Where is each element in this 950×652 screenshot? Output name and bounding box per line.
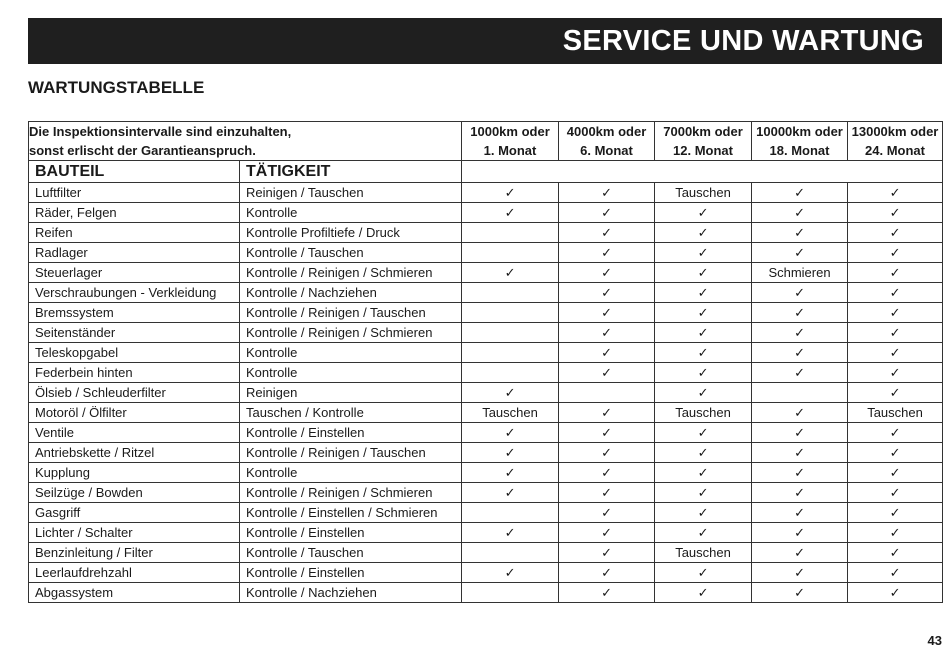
checkmark-icon: ✓ bbox=[848, 323, 943, 343]
checkmark-icon: ✓ bbox=[848, 463, 943, 483]
checkmark-icon: ✓ bbox=[848, 543, 943, 563]
table-row bbox=[29, 523, 943, 543]
checkmark-icon: ✓ bbox=[655, 343, 752, 363]
part-cell: Federbein hinten bbox=[29, 363, 240, 383]
table-row bbox=[29, 483, 943, 503]
checkmark-icon: ✓ bbox=[848, 443, 943, 463]
interval-action-cell: Schmieren bbox=[752, 263, 848, 283]
checkmark-icon: ✓ bbox=[848, 283, 943, 303]
checkmark-icon: ✓ bbox=[655, 443, 752, 463]
checkmark-icon: ✓ bbox=[655, 463, 752, 483]
checkmark-icon: ✓ bbox=[655, 323, 752, 343]
checkmark-icon: ✓ bbox=[462, 463, 559, 483]
checkmark-icon: ✓ bbox=[848, 523, 943, 543]
table-row bbox=[29, 423, 943, 443]
checkmark-icon: ✓ bbox=[848, 363, 943, 383]
column-header-blank bbox=[462, 161, 943, 183]
checkmark-icon: ✓ bbox=[559, 343, 655, 363]
interval-action-cell: Tauschen bbox=[462, 403, 559, 423]
checkmark-icon: ✓ bbox=[752, 423, 848, 443]
table-row bbox=[29, 263, 943, 283]
empty-cell bbox=[559, 383, 655, 403]
part-cell: Ventile bbox=[29, 423, 240, 443]
checkmark-icon: ✓ bbox=[655, 203, 752, 223]
part-cell: Motoröl / Ölfilter bbox=[29, 403, 240, 423]
checkmark-icon: ✓ bbox=[462, 483, 559, 503]
checkmark-icon: ✓ bbox=[559, 303, 655, 323]
interval-header: 7000km oder 12. Monat bbox=[655, 122, 752, 161]
activity-cell: Tauschen / Kontrolle bbox=[240, 403, 462, 423]
empty-cell bbox=[462, 503, 559, 523]
table-row bbox=[29, 363, 943, 383]
part-cell: Bremssystem bbox=[29, 303, 240, 323]
checkmark-icon: ✓ bbox=[848, 563, 943, 583]
checkmark-icon: ✓ bbox=[848, 303, 943, 323]
checkmark-icon: ✓ bbox=[848, 343, 943, 363]
empty-cell bbox=[752, 383, 848, 403]
checkmark-icon: ✓ bbox=[559, 283, 655, 303]
checkmark-icon: ✓ bbox=[752, 503, 848, 523]
activity-cell: Kontrolle / Reinigen / Schmieren bbox=[240, 263, 462, 283]
inspection-note-line1: Die Inspektionsintervalle sind einzuhalten, bbox=[29, 124, 292, 139]
table-row bbox=[29, 203, 943, 223]
checkmark-icon: ✓ bbox=[752, 543, 848, 563]
empty-cell bbox=[462, 323, 559, 343]
checkmark-icon: ✓ bbox=[655, 563, 752, 583]
table-row bbox=[29, 563, 943, 583]
activity-cell: Kontrolle / Tauschen bbox=[240, 243, 462, 263]
empty-cell bbox=[462, 243, 559, 263]
checkmark-icon: ✓ bbox=[462, 263, 559, 283]
empty-cell bbox=[462, 303, 559, 323]
activity-cell: Kontrolle / Nachziehen bbox=[240, 283, 462, 303]
activity-cell: Kontrolle Profiltiefe / Druck bbox=[240, 223, 462, 243]
checkmark-icon: ✓ bbox=[559, 223, 655, 243]
part-cell: Gasgriff bbox=[29, 503, 240, 523]
checkmark-icon: ✓ bbox=[752, 443, 848, 463]
page-number: 43 bbox=[927, 633, 942, 648]
part-cell: Leerlaufdrehzahl bbox=[29, 563, 240, 583]
checkmark-icon: ✓ bbox=[752, 563, 848, 583]
table-row bbox=[29, 403, 943, 423]
part-cell: Benzinleitung / Filter bbox=[29, 543, 240, 563]
checkmark-icon: ✓ bbox=[752, 363, 848, 383]
checkmark-icon: ✓ bbox=[559, 563, 655, 583]
activity-cell: Reinigen bbox=[240, 383, 462, 403]
activity-cell: Kontrolle / Reinigen / Schmieren bbox=[240, 483, 462, 503]
interval-header: 10000km oder 18. Monat bbox=[752, 122, 848, 161]
maintenance-table bbox=[28, 121, 943, 603]
checkmark-icon: ✓ bbox=[848, 383, 943, 403]
part-cell: Ölsieb / Schleuderfilter bbox=[29, 383, 240, 403]
checkmark-icon: ✓ bbox=[655, 383, 752, 403]
table-row bbox=[29, 583, 943, 603]
activity-cell: Kontrolle / Einstellen bbox=[240, 563, 462, 583]
part-cell: Verschraubungen - Verkleidung bbox=[29, 283, 240, 303]
table-row bbox=[29, 223, 943, 243]
checkmark-icon: ✓ bbox=[655, 503, 752, 523]
interval-action-cell: Tauschen bbox=[848, 403, 943, 423]
checkmark-icon: ✓ bbox=[752, 483, 848, 503]
checkmark-icon: ✓ bbox=[462, 383, 559, 403]
table-row bbox=[29, 303, 943, 323]
checkmark-icon: ✓ bbox=[655, 363, 752, 383]
checkmark-icon: ✓ bbox=[559, 523, 655, 543]
part-cell: Abgassystem bbox=[29, 583, 240, 603]
checkmark-icon: ✓ bbox=[752, 323, 848, 343]
checkmark-icon: ✓ bbox=[559, 463, 655, 483]
checkmark-icon: ✓ bbox=[655, 303, 752, 323]
checkmark-icon: ✓ bbox=[752, 583, 848, 603]
checkmark-icon: ✓ bbox=[752, 243, 848, 263]
activity-cell: Kontrolle / Reinigen / Schmieren bbox=[240, 323, 462, 343]
table-row bbox=[29, 443, 943, 463]
checkmark-icon: ✓ bbox=[559, 183, 655, 203]
empty-cell bbox=[462, 283, 559, 303]
checkmark-icon: ✓ bbox=[655, 583, 752, 603]
checkmark-icon: ✓ bbox=[462, 443, 559, 463]
checkmark-icon: ✓ bbox=[848, 503, 943, 523]
checkmark-icon: ✓ bbox=[559, 203, 655, 223]
empty-cell bbox=[462, 363, 559, 383]
checkmark-icon: ✓ bbox=[752, 223, 848, 243]
part-cell: Reifen bbox=[29, 223, 240, 243]
checkmark-icon: ✓ bbox=[848, 483, 943, 503]
table-row bbox=[29, 283, 943, 303]
table-row bbox=[29, 543, 943, 563]
interval-header-row bbox=[29, 122, 943, 161]
checkmark-icon: ✓ bbox=[848, 203, 943, 223]
part-cell: Antriebskette / Ritzel bbox=[29, 443, 240, 463]
activity-cell: Kontrolle / Einstellen / Schmieren bbox=[240, 503, 462, 523]
empty-cell bbox=[462, 543, 559, 563]
interval-action-cell: Tauschen bbox=[655, 403, 752, 423]
checkmark-icon: ✓ bbox=[848, 583, 943, 603]
checkmark-icon: ✓ bbox=[559, 263, 655, 283]
activity-cell: Kontrolle bbox=[240, 343, 462, 363]
part-cell: Lichter / Schalter bbox=[29, 523, 240, 543]
part-cell: Teleskopgabel bbox=[29, 343, 240, 363]
activity-cell: Kontrolle / Einstellen bbox=[240, 423, 462, 443]
part-cell: Räder, Felgen bbox=[29, 203, 240, 223]
activity-cell: Kontrolle / Nachziehen bbox=[240, 583, 462, 603]
part-cell: Seitenständer bbox=[29, 323, 240, 343]
checkmark-icon: ✓ bbox=[655, 263, 752, 283]
table-body bbox=[29, 183, 943, 603]
checkmark-icon: ✓ bbox=[559, 483, 655, 503]
checkmark-icon: ✓ bbox=[559, 243, 655, 263]
checkmark-icon: ✓ bbox=[752, 283, 848, 303]
interval-header: 1000km oder 1. Monat bbox=[462, 122, 559, 161]
checkmark-icon: ✓ bbox=[559, 543, 655, 563]
checkmark-icon: ✓ bbox=[848, 263, 943, 283]
table-row bbox=[29, 323, 943, 343]
checkmark-icon: ✓ bbox=[752, 203, 848, 223]
activity-cell: Kontrolle / Reinigen / Tauschen bbox=[240, 303, 462, 323]
table-row bbox=[29, 243, 943, 263]
checkmark-icon: ✓ bbox=[752, 343, 848, 363]
part-cell: Seilzüge / Bowden bbox=[29, 483, 240, 503]
page-title: SERVICE UND WARTUNG bbox=[562, 24, 924, 57]
interval-action-cell: Tauschen bbox=[655, 543, 752, 563]
part-cell: Steuerlager bbox=[29, 263, 240, 283]
empty-cell bbox=[462, 223, 559, 243]
table-row bbox=[29, 383, 943, 403]
empty-cell bbox=[462, 583, 559, 603]
activity-cell: Kontrolle bbox=[240, 203, 462, 223]
part-cell: Kupplung bbox=[29, 463, 240, 483]
activity-cell: Kontrolle / Einstellen bbox=[240, 523, 462, 543]
header-bar bbox=[28, 18, 942, 64]
part-cell: Radlager bbox=[29, 243, 240, 263]
activity-cell: Kontrolle / Reinigen / Tauschen bbox=[240, 443, 462, 463]
activity-cell: Kontrolle / Tauschen bbox=[240, 543, 462, 563]
checkmark-icon: ✓ bbox=[462, 183, 559, 203]
part-cell: Luftfilter bbox=[29, 183, 240, 203]
checkmark-icon: ✓ bbox=[848, 243, 943, 263]
inspection-note bbox=[29, 122, 462, 161]
table-row bbox=[29, 343, 943, 363]
checkmark-icon: ✓ bbox=[462, 423, 559, 443]
column-header-activity: TÄTIGKEIT bbox=[240, 161, 462, 183]
activity-cell: Reinigen / Tauschen bbox=[240, 183, 462, 203]
checkmark-icon: ✓ bbox=[655, 423, 752, 443]
inspection-note-line2: sonst erlischt der Garantieanspruch. bbox=[29, 143, 256, 158]
section-title: WARTUNGSTABELLE bbox=[28, 78, 205, 97]
checkmark-icon: ✓ bbox=[559, 503, 655, 523]
checkmark-icon: ✓ bbox=[848, 183, 943, 203]
checkmark-icon: ✓ bbox=[559, 363, 655, 383]
checkmark-icon: ✓ bbox=[752, 403, 848, 423]
checkmark-icon: ✓ bbox=[559, 323, 655, 343]
checkmark-icon: ✓ bbox=[462, 203, 559, 223]
activity-cell: Kontrolle bbox=[240, 363, 462, 383]
interval-header: 13000km oder 24. Monat bbox=[848, 122, 943, 161]
checkmark-icon: ✓ bbox=[559, 443, 655, 463]
checkmark-icon: ✓ bbox=[848, 423, 943, 443]
checkmark-icon: ✓ bbox=[752, 463, 848, 483]
checkmark-icon: ✓ bbox=[655, 243, 752, 263]
checkmark-icon: ✓ bbox=[848, 223, 943, 243]
interval-action-cell: Tauschen bbox=[655, 183, 752, 203]
checkmark-icon: ✓ bbox=[559, 403, 655, 423]
checkmark-icon: ✓ bbox=[462, 563, 559, 583]
checkmark-icon: ✓ bbox=[752, 303, 848, 323]
table-row bbox=[29, 503, 943, 523]
checkmark-icon: ✓ bbox=[752, 183, 848, 203]
activity-cell: Kontrolle bbox=[240, 463, 462, 483]
checkmark-icon: ✓ bbox=[655, 483, 752, 503]
checkmark-icon: ✓ bbox=[655, 523, 752, 543]
column-header-row bbox=[29, 161, 943, 183]
interval-header: 4000km oder 6. Monat bbox=[559, 122, 655, 161]
table-row bbox=[29, 183, 943, 203]
table-row bbox=[29, 463, 943, 483]
checkmark-icon: ✓ bbox=[752, 523, 848, 543]
column-header-part: BAUTEIL bbox=[29, 161, 240, 183]
checkmark-icon: ✓ bbox=[655, 223, 752, 243]
checkmark-icon: ✓ bbox=[462, 523, 559, 543]
checkmark-icon: ✓ bbox=[559, 583, 655, 603]
empty-cell bbox=[462, 343, 559, 363]
checkmark-icon: ✓ bbox=[655, 283, 752, 303]
checkmark-icon: ✓ bbox=[559, 423, 655, 443]
